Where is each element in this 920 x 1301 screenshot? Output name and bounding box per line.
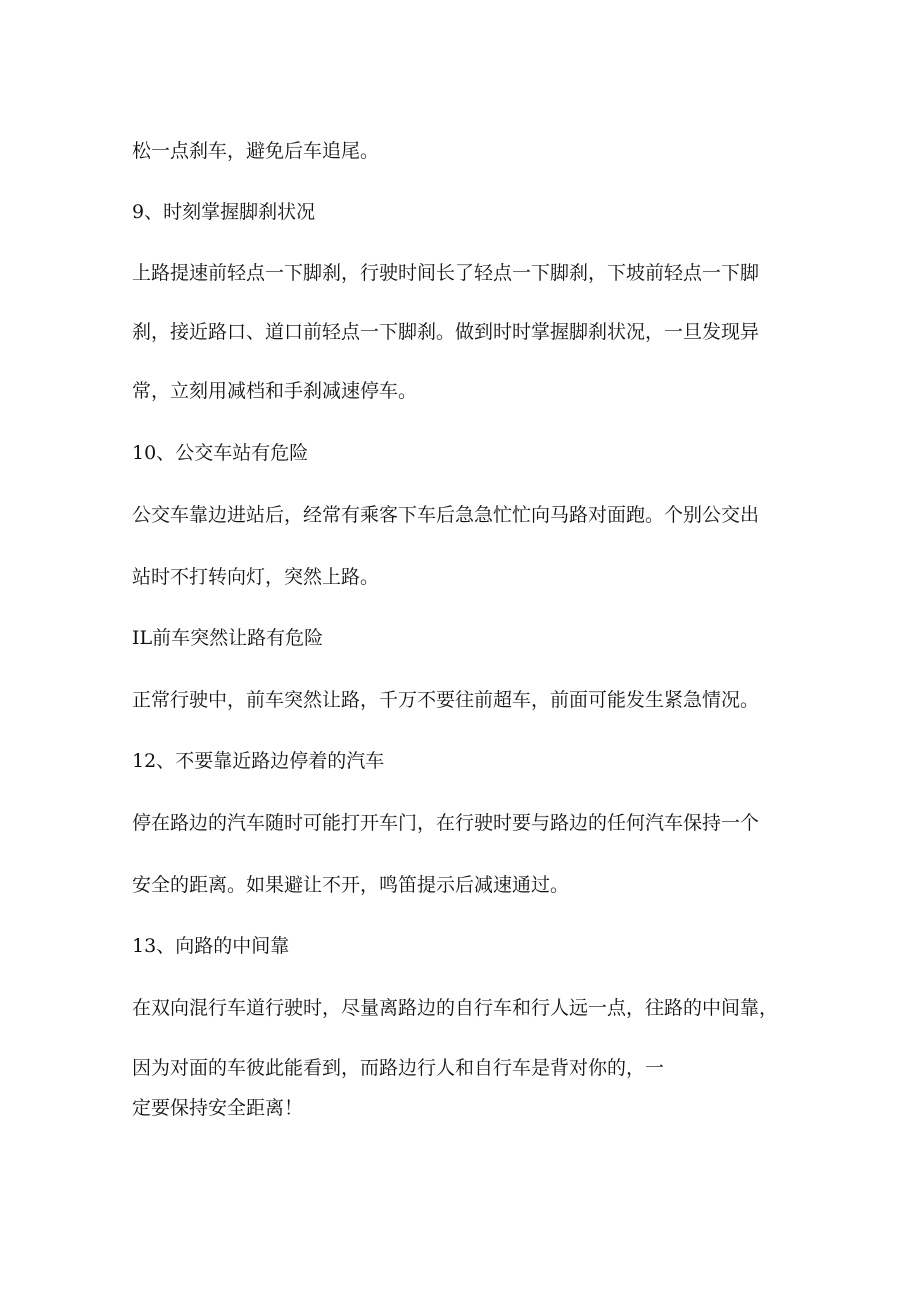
section-heading-12 (132, 749, 384, 773)
body-line: 定要保持安全距离！ (132, 1097, 304, 1119)
body-line: 安全的距离。如果避让不开，鸣笛提示后减速通过。 (132, 874, 570, 896)
body-line: 站时不打转向灯，突然上路。 (132, 566, 380, 588)
section-title: 时刻掌握脚刹状况 (163, 201, 316, 223)
section-heading-11 (132, 626, 323, 650)
section-heading-10 (132, 441, 308, 465)
body-line: 停在路边的汽车随时可能打开车门，在行驶时要与路边的任何汽车保持一个 (132, 812, 760, 834)
section-title: 公交车站有危险 (175, 442, 309, 464)
section-title: 前车突然让路有危险 (152, 627, 324, 649)
body-line: 在双向混行车道行驶时，尽量离路边的自行车和行人远一点，往路的中间靠， (132, 997, 779, 1019)
body-line: 上路提速前轻点一下脚刹，行驶时间长了轻点一下脚刹，下坡前轻点一下脚 (132, 262, 760, 284)
section-title: 不要靠近路边停着的汽车 (175, 750, 385, 772)
body-line: 常，立刻用减档和手刹减速停车。 (132, 380, 418, 402)
section-number: 9、 (132, 201, 164, 223)
paragraph-continuation: 松一点刹车，避免后车追尾。 (132, 140, 380, 162)
section-heading-9 (132, 200, 315, 224)
body-line: 刹，接近路口、道口前轻点一下脚刹。做到时时掌握脚刹状况，一旦发现异 (132, 321, 760, 343)
section-number: IL (132, 627, 153, 649)
body-line: 因为对面的车彼此能看到，而路边行人和自行车是背对你的，一 (132, 1057, 665, 1079)
section-number: 12、 (132, 750, 176, 772)
section-title: 向路的中间靠 (175, 935, 290, 957)
body-line: 公交车靠边进站后，经常有乘客下车后急急忙忙向马路对面跑。个别公交出 (132, 504, 760, 526)
section-number: 10、 (132, 442, 176, 464)
body-line: 正常行驶中，前车突然让路，千万不要往前超车，前面可能发生紧急情况。 (132, 689, 760, 711)
section-heading-13 (132, 934, 289, 958)
section-number: 13、 (132, 935, 176, 957)
